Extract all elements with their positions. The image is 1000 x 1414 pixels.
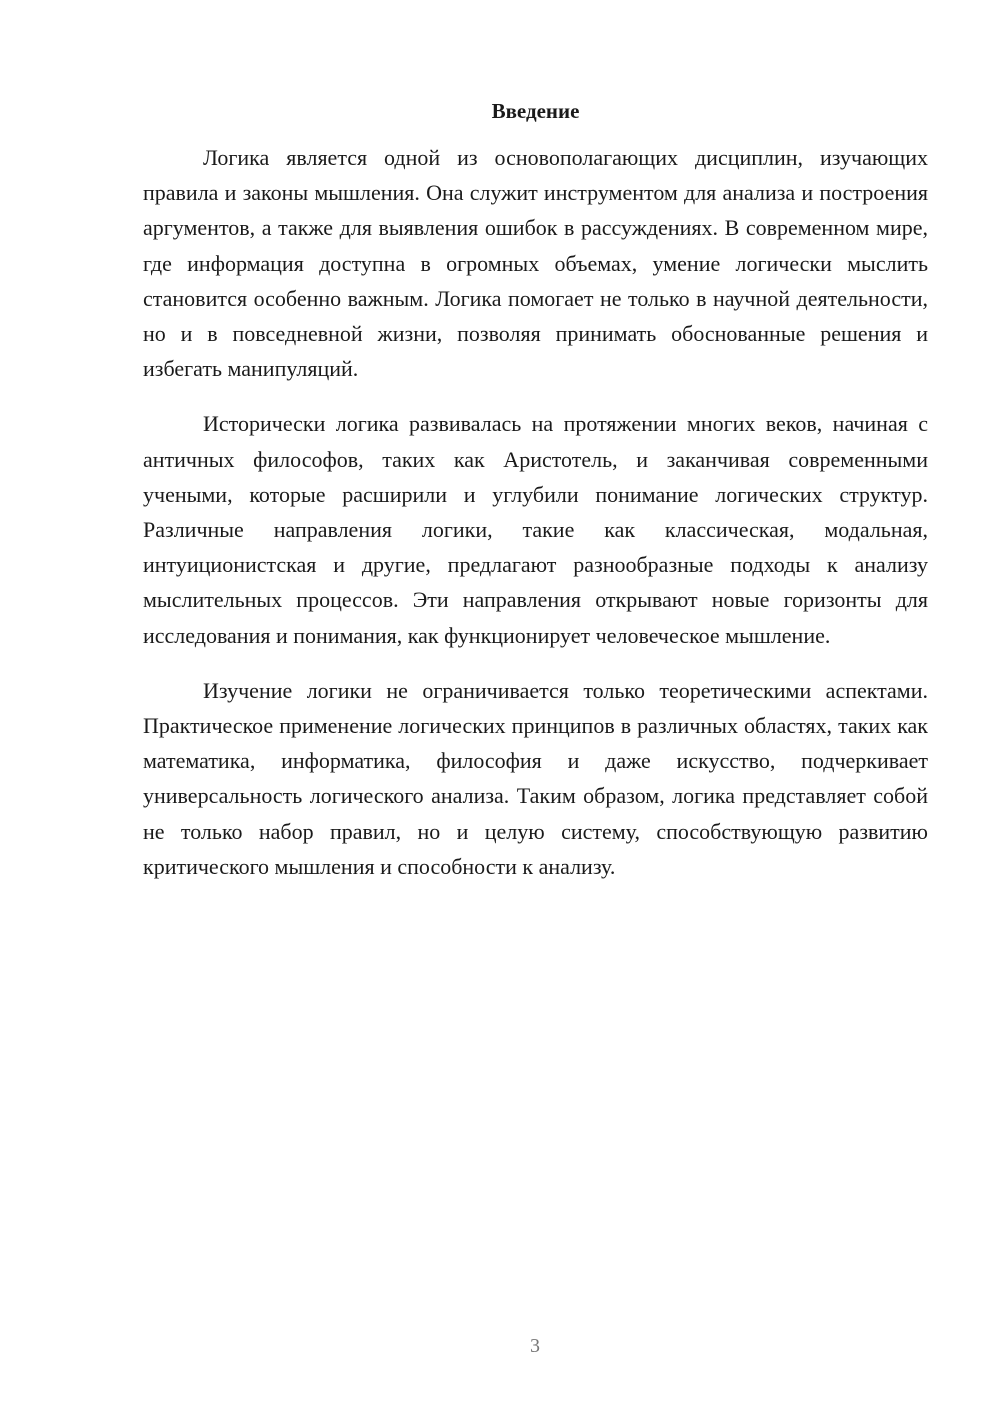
- paragraph-1: Логика является одной из основополагающих дисциплин, изучающих правила и законы мышления. Она служит инструментом для анализа и построения аргументов, а также для выявления ошибок в рассуждениях. В современном мире, где информация доступна в огромных объемах, умение логически мыслить становится особенно важным. Логика помогает не только в научной деятельности, но и в повседневной жизни, позволяя принимать обоснованные решения и избегать манипуляций.: [143, 145, 928, 382]
- paragraph-2: Исторически логика развивалась на протяжении многих веков, начиная с античных философов, таких как Аристотель, и заканчивая современными учеными, которые расширили и углубили понимание логических структур. Различные направления логики, такие как классическая, модальная, интуиционистская и другие, предлагают разнообразные подходы к анализу мыслительных процессов. Эти направления открывают новые горизонты для исследования и понимания, как функционирует человеческое мышление.: [143, 411, 928, 648]
- page-content: [143, 94, 928, 904]
- paragraph-3: Изучение логики не ограничивается только теоретическими аспектами. Практическое применение логических принципов в различных областях, таких как математика, информатика, философия и даже искусство, подчеркивает универсальность логического анализа. Таким образом, логика представляет собой не только набор правил, но и целую систему, способствующую развитию критического мышления и способности к анализу.: [143, 677, 928, 879]
- section-title: Введение: [491, 99, 580, 123]
- page-number: 3: [530, 1335, 540, 1357]
